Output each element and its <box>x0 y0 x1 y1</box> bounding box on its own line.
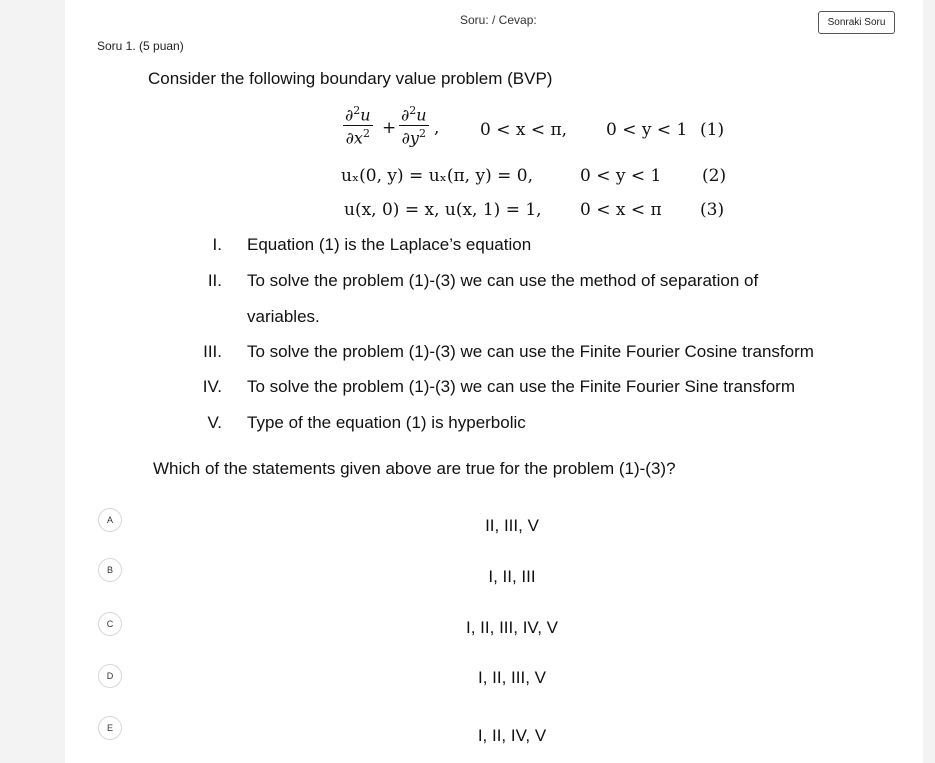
question-label: Soru 1. (5 puan) <box>97 39 184 53</box>
eq2-lhs: uₓ(0, y) = uₓ(π, y) = 0, <box>341 166 533 186</box>
statement-text: Type of the equation (1) is hyperbolic <box>247 413 526 432</box>
eq1-domain-y: 0 < y < 1 <box>606 120 688 140</box>
statement-number: II. <box>207 271 222 290</box>
statement-number: V. <box>207 413 222 432</box>
statement-text: To solve the problem (1)-(3) we can use the Finite Fourier Cosine transform <box>247 342 814 361</box>
eq2-domain: 0 < y < 1 <box>580 166 662 186</box>
question-intro: Consider the following boundary value problem (BVP) <box>148 69 553 88</box>
statement-number: IV. <box>202 377 222 396</box>
option-a-radio[interactable]: A <box>98 508 122 532</box>
statement-text-continued: variables. <box>247 307 320 326</box>
question-prompt: Which of the statements given above are true for the problem (1)-(3)? <box>153 459 676 478</box>
eq1-comma: , <box>434 118 440 138</box>
option-a-text[interactable]: II, III, V <box>485 516 539 535</box>
option-c-text[interactable]: I, II, III, IV, V <box>466 618 558 637</box>
eq1-domain-x: 0 < x < π, <box>480 120 568 140</box>
option-b-text[interactable]: I, II, III <box>488 567 536 586</box>
eq1-plus: + <box>382 118 397 138</box>
eq1-tag: (1) <box>700 120 725 140</box>
eq3-lhs: u(x, 0) = x, u(x, 1) = 1, <box>344 200 542 220</box>
option-c-radio[interactable]: C <box>98 612 122 636</box>
eq2-tag: (2) <box>702 166 727 186</box>
fraction-d2u-dx2: $\frac{\partial^2u}{\partial x^2}$ <box>345 104 371 148</box>
eq3-tag: (3) <box>700 200 725 220</box>
option-d-text[interactable]: I, II, III, V <box>477 668 547 687</box>
page-header-title: Soru: / Cevap: <box>460 13 537 27</box>
option-d-radio[interactable]: D <box>98 664 122 688</box>
eq3-domain: 0 < x < π <box>580 200 662 220</box>
fraction-d2u-dy2: $\frac{\partial^2u}{\partial y^2}$ <box>401 104 427 148</box>
statement-text: Equation (1) is the Laplace’s equation <box>247 235 532 254</box>
option-e-radio[interactable]: E <box>98 716 122 740</box>
option-b-radio[interactable]: B <box>98 558 122 582</box>
option-e-text[interactable]: I, II, IV, V <box>477 726 547 745</box>
statement-text: To solve the problem (1)-(3) we can use the Finite Fourier Sine transform <box>247 377 796 396</box>
statement-text: To solve the problem (1)-(3) we can use the method of separation of <box>247 271 759 290</box>
statement-number: III. <box>203 342 222 361</box>
next-question-button[interactable]: Sonraki Soru <box>818 11 895 34</box>
statement-number: I. <box>212 235 222 254</box>
